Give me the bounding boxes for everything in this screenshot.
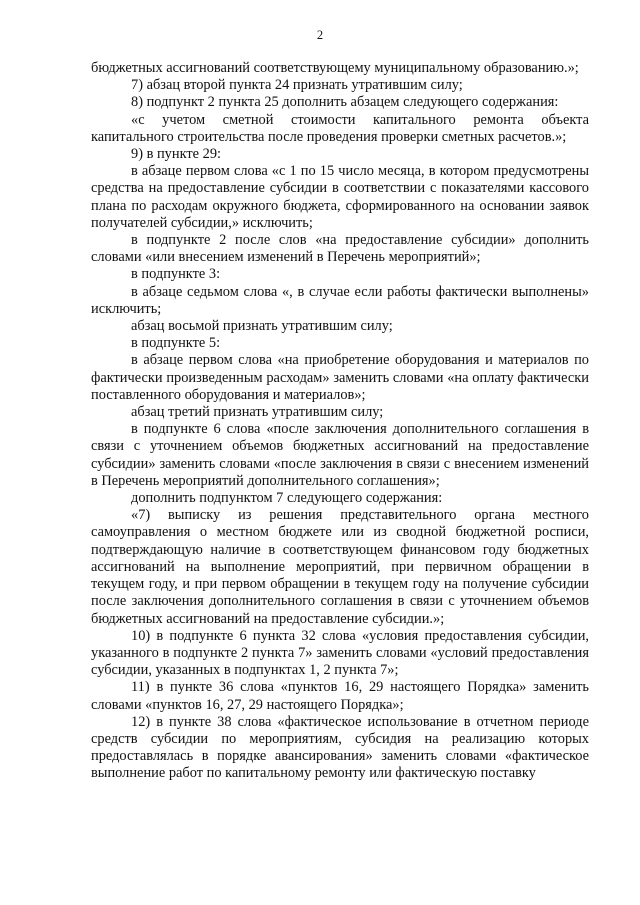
paragraph: «с учетом сметной стоимости капитального ремонта объекта капитального строительства после проведения проверки сметных расчетов.»; (91, 111, 589, 145)
paragraph: 12) в пункте 38 слова «фактическое использование в отчетном периоде средств субсидии по мероприятиям, субсидия на реализацию которых предоставлялась в порядке авансирования» заменить словами «фактическое выполнение работ по капитальному ремонту или фактическую поставку (91, 713, 589, 782)
paragraph: в подпункте 3: (131, 266, 221, 283)
document-body (91, 60, 589, 783)
paragraph: в подпункте 5: (131, 335, 221, 352)
paragraph: 11) в пункте 36 слова «пунктов 16, 29 настоящего Порядка» заменить словами «пунктов 16, 27, 29 настоящего Порядка»; (91, 679, 589, 713)
paragraph: в подпункте 2 после слов «на предоставление субсидии» дополнить словами «или внесением изменений в Перечень мероприятий»; (91, 232, 589, 266)
paragraph: в абзаце первом слова «с 1 по 15 число месяца, в котором предусмотрены средства на предоставление субсидии в соответствии с показателями кассового плана по расходам окружного бюджета, сформированного на основании заявок получателей субсидии,» исключить; (91, 163, 589, 231)
paragraph: абзац третий признать утратившим силу; (131, 404, 384, 421)
paragraph: 10) в подпункте 6 пункта 32 слова «условия предоставления субсидии, указанного в подпункте 2 пункта 7» заменить словами «условий предоставления субсидии, указанных в подпунктах 1, 2 пункта 7»; (91, 627, 589, 679)
paragraph: 9) в пункте 29: (131, 146, 222, 163)
paragraph: в абзаце первом слова «на приобретение оборудования и материалов по фактически произведенным расходам» заменить словами «на оплату фактически поставленного оборудования и материалов»; (91, 352, 589, 403)
paragraph: бюджетных ассигнований соответствующему муниципальному образованию.»; (91, 60, 579, 76)
paragraph: 7) абзац второй пункта 24 признать утратившим силу; (131, 77, 463, 94)
paragraph: 8) подпункт 2 пункта 25 дополнить абзацем следующего содержания: (131, 94, 559, 111)
paragraph: в подпункте 6 слова «после заключения дополнительного соглашения в связи с уточнением объемов бюджетных ассигнований на предоставление субсидии» заменить словами «после заключения в связи с внесением изменений в Перечень мероприятий дополнительного соглашения»; (91, 421, 589, 489)
paragraph: дополнить подпунктом 7 следующего содержания: (131, 490, 443, 507)
paragraph: абзац восьмой признать утратившим силу; (131, 318, 393, 335)
paragraph: в абзаце седьмом слова «, в случае если работы фактически выполнены» исключить; (91, 283, 589, 317)
paragraph: «7) выписку из решения представительного органа местного самоуправления о местном бюджете или из сводной бюджетной росписи, подтверждающую наличие в соответствующем финансовом году бюджетных ассигнований на выполнение мероприятий, при первичном обращении в текущем году, и при первом обращении в текущем году на получение субсидии после заключения дополнительного соглашения в связи с уточнением объемов бюджетных ассигнований на предоставление субсидии.»; (91, 507, 589, 627)
page-number: 2 (316, 28, 324, 42)
